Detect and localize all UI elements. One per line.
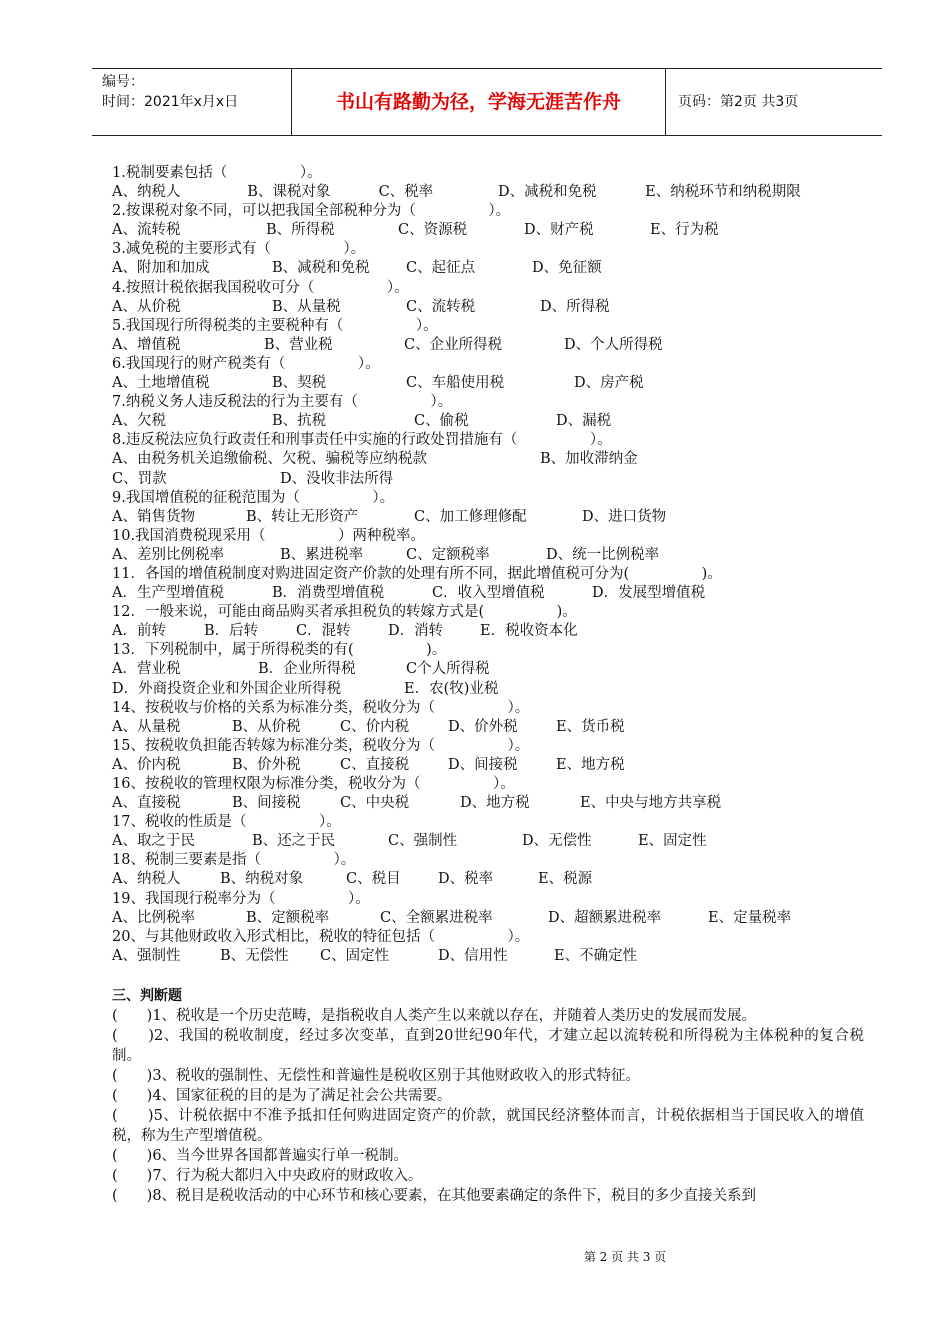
answer-option: C、偷税 [414, 413, 469, 430]
answer-option: C、罚款 [112, 470, 167, 487]
multiple-choice-list [112, 164, 864, 966]
option-row [112, 947, 864, 966]
answer-option: A、强制性 [112, 947, 181, 964]
answer-option: B、从量税 [272, 298, 341, 315]
answer-option: B、所得税 [266, 222, 335, 239]
answer-option: B、间接税 [232, 795, 301, 812]
answer-option: A、从价税 [112, 298, 181, 315]
header-left-cell [92, 69, 292, 135]
answer-option: C、加工修理修配 [414, 508, 527, 525]
option-row [112, 508, 864, 527]
answer-option: D、地方税 [460, 795, 530, 812]
answer-option: E、纳税环节和纳税期限 [645, 184, 801, 201]
answer-option: A．前转 [112, 623, 166, 640]
answer-option: B、转让无形资产 [246, 508, 359, 525]
answer-option: C、价内税 [340, 718, 410, 735]
answer-option: A、比例税率 [112, 909, 195, 926]
question-text: 1.税制要素包括（ ）。 [112, 165, 322, 181]
answer-option: B、无偿性 [220, 947, 289, 964]
answer-option: B、契税 [272, 375, 327, 392]
answer-option: C．混转 [296, 623, 351, 640]
option-row [112, 183, 864, 202]
option-row [112, 470, 864, 489]
option-row [112, 259, 864, 278]
answer-option: E、固定性 [638, 833, 707, 850]
answer-option: A、土地增值税 [112, 375, 210, 392]
answer-option: C、直接税 [340, 756, 410, 773]
answer-option: A、价内税 [112, 756, 181, 773]
option-row [112, 450, 864, 469]
answer-option: C、资源税 [398, 222, 468, 239]
answer-option: E、税源 [538, 871, 593, 888]
answer-option: A、差别比例税率 [112, 546, 224, 563]
question-text: 12．一般来说，可能由商品购买者承担税负的转嫁方式是( )。 [112, 604, 577, 621]
answer-option: D、进口货物 [582, 508, 667, 525]
answer-option: E、定量税率 [708, 909, 792, 926]
answer-option: D、统一比例税率 [546, 546, 660, 563]
answer-option: D、信用性 [438, 947, 508, 964]
true-false-list [112, 1006, 864, 1206]
answer-option: D．发展型增值税 [592, 585, 706, 602]
answer-option: B．企业所得税 [258, 661, 356, 678]
answer-option: D、价外税 [448, 718, 518, 735]
question-text: 2.按课税对象不同，可以把我国全部税种分为（ ）。 [112, 203, 511, 220]
question-text: 16、按税收的管理权限为标准分类，税收分为（ ）。 [112, 776, 515, 792]
question-text: 13．下列税制中，属于所得税类的有( )。 [112, 642, 447, 659]
answer-option: C、企业所得税 [404, 336, 503, 353]
answer-option: E．税收资本化 [480, 623, 578, 640]
answer-option: A、流转税 [112, 222, 181, 239]
option-row [112, 756, 864, 775]
question-text: 9.我国增值税的征税范围为（ ）。 [112, 489, 395, 506]
option-row [112, 680, 864, 699]
answer-option: B、减税和免税 [272, 260, 370, 277]
answer-option: D．消转 [388, 623, 444, 640]
question-text: 19、我国现行税率分为（ ）。 [112, 890, 370, 907]
question-text: 15、按税收负担能否转嫁为标准分类，税收分为（ ）。 [112, 737, 530, 754]
answer-option: A、增值税 [112, 336, 181, 353]
section-title: 三、判断题 [112, 987, 182, 1004]
answer-option: C．收入型增值税 [432, 585, 545, 602]
answer-option: D、个人所得税 [564, 336, 663, 353]
question-text: 11．各国的增值税制度对购进固定资产价款的处理有所不同，据此增值税可分为( )。 [112, 565, 722, 582]
answer-option: C、税率 [378, 184, 434, 201]
answer-option: C、全额累进税率 [380, 909, 493, 926]
question-text: 20、与其他财政收入形式相比，税收的特征包括（ ）。 [112, 928, 530, 945]
option-row [112, 794, 864, 813]
answer-option: A、附加和加成 [112, 260, 210, 277]
answer-option: C、税目 [346, 871, 401, 888]
answer-option: B、价外税 [232, 756, 301, 773]
date-label: 时间：2021年x月x日 [102, 94, 239, 110]
option-row [112, 660, 864, 679]
answer-option: A．营业税 [112, 661, 181, 678]
answer-option: A、从量税 [112, 718, 181, 735]
answer-option: C、起征点 [406, 260, 476, 277]
answer-option: B、还之于民 [252, 833, 336, 850]
answer-option: D．外商投资企业和外国企业所得税 [112, 680, 342, 697]
option-row [112, 622, 864, 641]
answer-option: D、超额累进税率 [548, 909, 662, 926]
option-row [112, 909, 864, 928]
answer-option: A、欠税 [112, 413, 166, 430]
answer-option: C、定额税率 [406, 546, 490, 563]
answer-option: A、销售货物 [112, 508, 195, 525]
answer-option: E、货币税 [556, 718, 625, 735]
page-footer: 第 2 页 共 3 页 [583, 1250, 667, 1264]
answer-option: A、取之于民 [112, 833, 195, 850]
answer-option: A、纳税人 [112, 184, 181, 201]
answer-option: C、中央税 [340, 795, 410, 812]
true-false-item: ( )3、税收的强制性、无偿性和普遍性是税收区别于其他财政收入的形式特征。 [112, 1067, 641, 1084]
answer-option: D、无偿性 [522, 833, 592, 850]
true-false-item: ( )8、税目是税收活动的中心环节和核心要素，在其他要素确定的条件下，税目的多少直接关系到 [112, 1187, 757, 1204]
question-text: 10.我国消费税现采用（ ）两种税率。 [112, 527, 426, 544]
answer-option: B、定额税率 [246, 909, 330, 926]
true-false-item: ( )6、当今世界各国都普遍实行单一税制。 [112, 1147, 409, 1164]
page-header [92, 68, 882, 136]
answer-option: B、抗税 [272, 413, 327, 430]
header-page-number: 页码：第2页 共3页 [678, 94, 799, 110]
option-row [112, 221, 864, 240]
answer-option: D、漏税 [556, 413, 612, 430]
question-text: 7.纳税义务人违反税法的行为主要有（ ）。 [112, 394, 453, 411]
option-row [112, 336, 864, 355]
question-text: 17、税收的性质是（ ）。 [112, 814, 341, 831]
answer-option: E、中央与地方共享税 [580, 795, 722, 812]
serial-number-label: 编号： [102, 74, 144, 90]
answer-option: B、从价税 [232, 718, 301, 735]
answer-option: B．后转 [204, 623, 259, 640]
answer-option: D、没收非法所得 [280, 470, 394, 487]
answer-option: D、财产税 [524, 222, 594, 239]
answer-option: A、纳税人 [112, 871, 181, 888]
answer-option: D、减税和免税 [497, 184, 597, 201]
answer-option: B．消费型增值税 [272, 585, 385, 602]
answer-option: A．生产型增值税 [112, 585, 224, 602]
option-row [112, 584, 864, 603]
answer-option: D、房产税 [574, 375, 644, 392]
answer-option: E、不确定性 [554, 947, 638, 964]
question-text: 14、按税收与价格的关系为标准分类，税收分为（ ）。 [112, 699, 530, 716]
option-row [112, 298, 864, 317]
answer-option: C、固定性 [320, 947, 390, 964]
option-row [112, 832, 864, 851]
answer-option: D、间接税 [448, 756, 518, 773]
question-text: 8.违反税法应负行政责任和刑事责任中实施的行政处罚措施有（ ）。 [112, 432, 612, 449]
answer-option: D、所得税 [540, 298, 610, 315]
option-row [112, 374, 864, 393]
true-false-item: ( )2、我国的税收制度，经过多次变革，直到20世纪90年代，才建立起以流转税和所得税为主体税种的复合税制。 [112, 1027, 864, 1064]
answer-option: C个人所得税 [406, 661, 490, 678]
option-row [112, 870, 864, 889]
option-row [112, 412, 864, 431]
answer-option: A、直接税 [112, 795, 181, 812]
answer-option: C、强制性 [388, 833, 458, 850]
question-text: 18、税制三要素是指（ ）。 [112, 852, 356, 869]
true-false-item: ( )4、国家征税的目的是为了满足社会公共需要。 [112, 1087, 452, 1104]
answer-option: B、加收滞纳金 [540, 451, 638, 468]
answer-option: E．农(牧)业税 [404, 680, 499, 697]
answer-option: E、地方税 [556, 756, 625, 773]
answer-option: D、免征额 [532, 260, 602, 277]
question-text: 6.我国现行的财产税类有（ ）。 [112, 355, 380, 372]
answer-option: B、累进税率 [280, 546, 364, 563]
answer-option: B、课税对象 [247, 184, 331, 201]
answer-option: B、纳税对象 [220, 871, 304, 888]
answer-option: C、车船使用税 [406, 375, 505, 392]
answer-option: B、营业税 [264, 336, 333, 353]
true-false-item: ( )1、税收是一个历史范畴，是指税收自人类产生以来就以存在，并随着人类历史的发展而发展。 [112, 1007, 757, 1024]
question-text: 4.按照计税依据我国税收可分（ ）。 [112, 279, 409, 296]
question-text: 5.我国现行所得税类的主要税种有（ ）。 [112, 317, 438, 334]
option-row [112, 718, 864, 737]
document-body [112, 164, 864, 1206]
question-text: 3.减免税的主要形式有（ ）。 [112, 241, 366, 258]
answer-option: C、流转税 [406, 298, 476, 315]
header-motto: 书山有路勤为径，学海无涯苦作舟 [292, 69, 666, 135]
answer-option: A、由税务机关追缴偷税、欠税、骗税等应纳税款 [112, 451, 427, 468]
true-false-item: ( )5、计税依据中不准予抵扣任何购进固定资产的价款，就国民经济整体而言，计税依据相当于国民收入的增值税，称为生产型增值税。 [112, 1107, 864, 1144]
answer-option: D、税率 [438, 871, 494, 888]
answer-option: E、行为税 [650, 222, 719, 239]
true-false-item: ( )7、行为税大都归入中央政府的财政收入。 [112, 1167, 423, 1184]
option-row [112, 546, 864, 565]
